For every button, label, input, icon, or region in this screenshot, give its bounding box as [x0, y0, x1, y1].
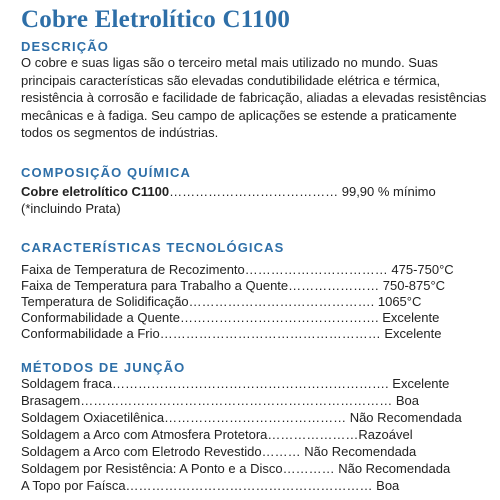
heading-composicao: COMPOSIÇÃO QUÍMICA — [21, 165, 192, 180]
heading-caracteristicas: CARACTERÍSTICAS TECNOLÓGICAS — [21, 240, 285, 255]
caracteristica-line: Faixa de Temperatura de Recozimento…………………………… 475-750°C — [21, 262, 454, 277]
juncao-line: Brasagem……………………………………………………………… Boa — [21, 393, 419, 408]
page-title: Cobre Eletrolítico C1100 — [21, 6, 291, 33]
juncao-line: Soldagem fraca………………………………………………………. Excelente — [21, 376, 450, 391]
juncao-line: Soldagem a Arco com Atmosfera Protetora…………………Razoável — [21, 427, 413, 442]
juncao-line: Soldagem a Arco com Eletrodo Revestido……… Não Recomendada — [21, 444, 417, 459]
juncao-line: Soldagem Oxiacetilênica…………………………………… Não Recomendada — [21, 410, 462, 425]
composicao-note: (*incluindo Prata) — [21, 201, 121, 216]
caracteristica-line: Conformabilidade a Frio…………………………………………… Excelente — [21, 326, 442, 341]
composicao-item-value: ………………………………… 99,90 % mínimo — [169, 184, 436, 199]
juncao-line: Soldagem por Resistência: A Ponto e a Disco………… Não Recomendada — [21, 461, 451, 476]
juncao-line: A Topo por Faísca………………………………………………… Boa — [21, 478, 400, 493]
descricao-text: O cobre e suas ligas são o terceiro metal mais utilizado no mundo. Suas principais características são elevadas condutibilidade elétrica e térmica, resistência à corrosão e facilidade de fabricação, aliadas a elevadas resistências mecânicas e à fadiga. Seu campo de aplicações se estende a praticamente todos os segmentos de indústrias. — [21, 55, 487, 140]
heading-juncao: MÉTODOS DE JUNÇÃO — [21, 360, 186, 375]
composicao-item-label: Cobre eletrolítico C1100 — [21, 184, 170, 199]
composicao-item — [21, 184, 436, 200]
caracteristica-line: Faixa de Temperatura para Trabalho a Quente………………… 750-875°C — [21, 278, 446, 293]
caracteristica-line: Conformabilidade a Quente………………………………………. Excelente — [21, 310, 440, 325]
heading-descricao: DESCRIÇÃO — [21, 39, 109, 54]
caracteristica-line: Temperatura de Solidificação……………………………………. 1065°C — [21, 294, 422, 309]
